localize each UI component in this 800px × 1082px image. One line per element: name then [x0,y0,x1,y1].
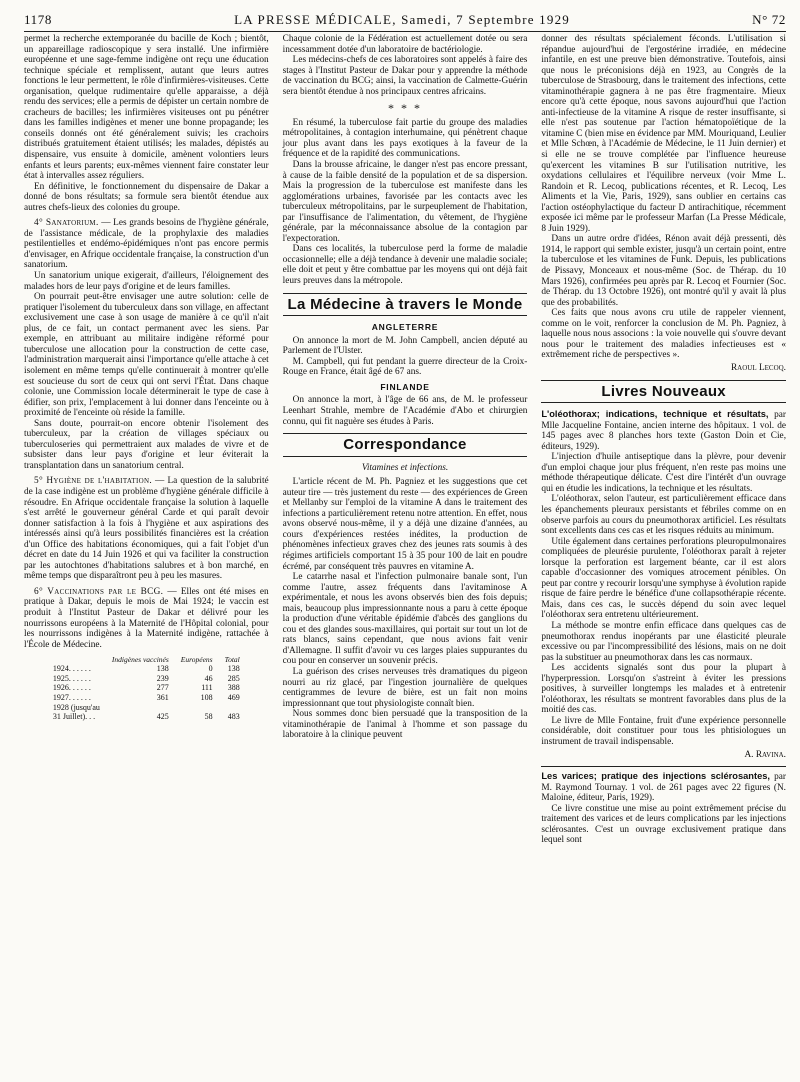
paragraph: Dans ces localités, la tuberculose perd la forme de maladie occasionnelle; elle a déjà tendance à devenir une maladie sociale; elle doit et peut y être combattue par les moyens qui ont déjà fait leurs preuves dans la métropole. [282,244,528,287]
table-row [47,683,246,693]
paragraph: Ce livre constitue une mise au point extrêmement précise du traitement des varices et de leurs complications par les injections sclérosantes. C'est un ouvrage exclusivement pratique dans lequel sont [541,803,786,846]
paragraph: En définitive, le fonctionnement du dispensaire de Dakar a donné de bons résultats; sa formule sera bientôt étendue aux autres chefs-lieux des colonies du groupe. [24,181,269,213]
column-3 [541,34,786,1070]
vaccination-table [47,656,246,722]
paragraph: Un sanatorium unique exigerait, d'ailleurs, l'éloignement des malades hors de leur pays d'origine et de leurs familles. [24,271,269,292]
paragraph: Dans un autre ordre d'idées, Rénon avait déjà pressenti, dès 1914, le rapport qui semble exister, jusqu'à un certain point, entre la tuberculose et les vitamines de Funk. Depuis, les publications de Pissavy, Monceaux et nous-même (Soc. de Thérap. du 10 Mars 1926), confirmées peu après par R. Lecoq et Fournier (Soc. de Thérap. du 13 Octobre 1926), ont montré qu'il y avait là plus que des probabilités. [541,234,786,308]
paragraph: Dans la brousse africaine, le danger n'est pas encore pressant, à cause de la faible densité de la population et de sa dispersion. Mais la progression de la tuberculose est manifeste dans les agglomérations urbaines, favorisée par les contacts avec les tuberculeux métropolitains, par le surpeuplement de l'habitation, par l'insuffisance de l'alimentation, du vêtement, de l'hygiène générale, par la méconnaissance absolue de la contagion par l'expectoration. [282,160,528,244]
paragraph: permet la recherche extemporanée du bacille de Koch ; bientôt, un appareillage radioscopique y sera installé. Une infirmière européenne et une sage-femme indigène ont reçu une éducation technique spéciale et remplissent, autant que leurs autres fonctions le leur permettent, le rôle d'infirmières-visiteuses. Cette organisation, quelque rudimentaire qu'elle apparaisse, a déjà rendu des services; elle a permis de dépister un certain nombre de cracheurs de bacilles; les infirmières visiteuses ont pu pénétrer dans les familles indigènes et mener une bonne propagande; les conseils donnés ont été généralement suivis; les crachoirs distribués gratuitement étaient utilisés; les malades, dépistés au dispensaire, vus ensuite à domicile, amènent volontiers leurs enfants et leurs parents; eux-mêmes viennent faire constater leur état à intervalles assez réguliers. [24,34,269,182]
paragraph: Chaque colonie de la Fédération est actuellement dotée ou sera incessamment dotée d'un laboratoire de bactériologie. [282,34,528,55]
table-cell: 1924. . . . . . [52,664,91,674]
section-title-medecine: La Médecine à travers le Monde [283,293,528,317]
author-signature: Raoul Lecoq. [730,362,786,373]
issue-number: N° 72 [752,12,786,27]
table-header: Européens [180,655,213,665]
table-cell: 1928 (jusqu'au [52,702,100,712]
section-title-correspondance: Correspondance [283,433,528,457]
paragraph: Les accidents signalés sont dus pour la plupart à l'hyperpression. Lorsqu'on s'astreint à éviter les pressions positives, à surveiller longtemps les malades et à entretenir l'oléothorax, les résultats se montrent favorables dans plus de la moitié des cas. [541,663,786,716]
table-cell: 31 Juillet). . . [52,712,96,722]
table-row [47,712,246,722]
table-cell: 1926. . . . . . [52,683,91,693]
table-cell: 1927. . . . . . [52,692,91,702]
section-label: 5° Hygiène de l'habitation. [34,476,152,487]
table-header-row [47,656,246,664]
paragraph: Nous sommes donc bien persuadé que la transposition de la vitaminothérapie de l'animal à l'homme et son passage du laboratoire à la clinique peuvent [282,709,528,741]
table-cell [106,703,175,713]
table-header: Total [224,655,240,665]
table-cell: 0 [208,664,213,674]
table-cell: 108 [200,692,213,702]
table-cell: 361 [156,692,169,702]
running-head [24,0,786,30]
book-reference: par M. Raymond Tournay. 1 vol. de 261 pages avec 22 figures (N. Maloine, éditeur, Paris, 1929). [541,772,786,804]
book-title: Les varices; pratique des injections sclérosantes, [541,771,770,782]
book-entry [541,771,786,804]
paragraph: Ces faits que nous avons cru utile de rappeler viennent, comme on le voit, renforcer la conclusion de M. Ph. Pagniez, à laquelle nous nous associons : la voie nouvelle qui s'ouvre devant nous pour le traitement des maladies infectieuses est « extrêmement riche de perspectives ». [541,308,786,361]
column-1 [24,34,269,1070]
book-title: L'oléothorax; indications, technique et résultats, [541,409,769,420]
paragraph: On annonce la mort, à l'âge de 66 ans, de M. le professeur Leenhart Strahle, membre de l'Académie d'Abo et chirurgien connu, qui fit naguère ses études à Paris. [282,395,528,427]
paragraph [24,218,269,271]
column-2 [283,34,528,1070]
paragraph: M. Campbell, qui fut pendant la guerre directeur de la Croix-Rouge en France, était âgé de 67 ans. [282,356,528,378]
author-signature: A. Ravina. [744,749,786,760]
journal-title: LA PRESSE MÉDICALE, Samedi, 7 Septembre 1929 [234,12,570,27]
table-cell: 1925. . . . . . [52,673,91,683]
article-subtitle: Vitamines et infections. [361,462,449,473]
paragraph: En résumé, la tuberculose fait partie du groupe des maladies métropolitaines, à contagion interhumaine, qui pénètrent chaque jour plus avant dans les pays exotiques à la faveur de la fréquence et de la rapidité des communications. [282,117,528,160]
table-row [47,693,246,703]
paragraph: Utile également dans certaines perforations pleuropulmonaires compliquées de pleurésie purulente, l'oléothorax paraît à rejeter lorsque la perforation est largement béante, car il est alors capable d'occasionner des vomiques atrocement pénibles. On peut par contre y recourir lorsqu'une symphyse à évolution rapide risque de faire perdre le bénéfice d'une collapsothérapie récente. Mais, dans ces cas, le succès dépend du soin avec lequel l'oléothorax sera entretenu ultérieurement. [541,536,786,621]
table-header [47,656,106,664]
table-cell [175,703,219,713]
paragraph: La guérison des crises nerveuses très dramatiques du pigeon nourri au riz glacé, par l'ingestion journalière de quelques centigrammes de levure de bière, est un fait non moins impressionnant que tout physiologiste connaît bien. [282,666,528,709]
section-title-livres: Livres Nouveaux [541,380,786,404]
columns [24,34,786,1070]
table-cell: 138 [156,664,169,674]
divider [541,766,786,767]
header-rule [24,31,786,32]
paragraph: Sans doute, pourrait-on encore obtenir l'isolement des tuberculeux, par la création de villages spéciaux ou tuberculoseries qui permettraient aux malades de vivre et de subsister dans leur pays d'origine et leur éviterait la transplantation dans un sanatorium central. [24,418,269,471]
book-reference: par Mlle Jacqueline Fontaine, ancien interne des hôpitaux. 1 vol. de 145 pages avec 8 planches hors texte (Gaston Doin et Cie, éditeurs, 1929). [541,410,786,452]
table-cell: 285 [227,673,240,683]
table-cell: 277 [156,683,169,693]
table-row [47,703,246,713]
section-label: 6° Vaccinations par le BCG. [34,586,164,597]
table-cell: 469 [227,692,240,702]
section-label: 4° Sanatorium. [34,218,99,229]
section-text: — La question de la salubrité de la case indigène est un problème d'hygiène générale difficile à résoudre. En Afrique occidentale française la solution à laquelle s'est arrêté le gouverneur général Carde et qui paraît devoir donner satisfaction à la fois à l'hygiène et aux aspirations des intéressés ainsi qu'à leurs possibilités financières est la création d'un Office des habitations économiques, qui a fait l'objet d'un décret en date du 14 Juin 1926 et qui va faciliter la construction par les autochtones d'habitations salubres et à bon marché, en même temps que disparaîtront peu à peu les masures. [24,476,269,582]
table-row [47,674,246,684]
paragraph: Le livre de Mlle Fontaine, fruit d'une expérience personnelle considérable, doit constituer pour tous les phtisiologues un instrument de travail indispensable. [541,715,786,747]
page-number: 1178 [24,12,52,27]
paragraph [24,587,269,650]
paragraph: Les médecins-chefs de ces laboratoires sont appelés à faire des stages à l'Institut Pasteur de Dakar pour y apprendre la méthode de vaccination du BCG; ainsi, la vaccination de Calmette-Guérin sera bientôt étendue à nos principaux centres africains. [282,55,528,97]
paragraph: L'oléothorax, selon l'auteur, est particulièrement efficace dans les épanchements pleuraux persistants et fébriles comme on en observe parfois au cours du pneumothorax artificiel. Les résultats sont excellents dans ces cas et les risques réduits au minimum. [541,494,786,537]
paragraph: On annonce la mort de M. John Campbell, ancien député au Parlement de l'Ulster. [282,335,528,357]
book-entry [541,409,786,452]
paragraph: Le catarrhe nasal et l'infection pulmonaire banale sont, l'un comme l'autre, assez fréquents dans l'avitaminose A expérimentale, et nous les avons observés bien des fois depuis; mais, beaucoup plus impressionnante nous a paru à cette époque la production d'une véritable épidémie d'abcès des ganglions du cou et des glandes sous-maxillaires, qui portait sur tout un lot de rats blancs, sains cependant, que nous avions fait venir d'Allemagne. Il suffit d'avoir vu ces larges plaies suppurantes du cou pour en conserver un souvenir précis. [282,572,528,667]
paragraph: L'article récent de M. Ph. Pagniez et les suggestions que cet auteur tire — très justement du reste — des expériences de Green et Mellanby sur l'emploi de la vitamine A dans le traitement des infections a particulièrement retenu notre attention. En effet, nous avons observé nous-même, il y a déjà une dizaine d'années, au cours d'expériences restées inédites, la production de phénomènes infectieux graves chez des jeunes rats soumis à des régimes artificiels comportant 15 à 35 pour 100 de lait en poudre écrémé, par conséquent très pauvres en vitamine A. [282,477,528,572]
table-cell: 239 [156,673,169,683]
table-cell: 46 [204,673,213,683]
table-row [47,664,246,674]
paragraph: donner des résultats spécialement féconds. L'utilisation si répandue aujourd'hui de l'ergostérine irradiée, en médecine infantile, en est une preuve bien démonstrative. Toutefois, ainsi que nous le préconisions déjà en 1923, au Congrès de la tuberculose de Strasbourg, dans le traitement des infections, cette vitaminothérapie gagnera à ne pas être fragmentaire. Mieux encore qu'à cette époque, nous savons aujourd'hui que l'action anti-infectieuse de la vitamine A risque de rester insuffisante, si elle n'est pas soutenue par l'action hématopoïétique de la vitamine C (bien mise en évidence par MM. Mouriquand, Leulier et Mlle Schœn, à l'Académie de Médecine, le 11 Juin dernier) et si elle ne se trouve complétée par l'influence heureuse qu'exercent les vitamines B sur l'utilisation nutritive, les oxydations cellulaires et l'équilibre nerveux (voir Mme L. Randoin et R. Lecoq, publications récentes, et R. Lecoq, Les Aliments et la Vie, Paris, 1929), sans oublier en certains cas l'action ostéophylactique du facteur D antirachitique, récemment exposée ici même par le professeur Marfan (La Presse Médicale, 8 Juin 1929). [541,34,786,234]
table-cell: 483 [227,712,240,722]
paragraph: On pourrait peut-être envisager une autre solution: celle de pratiquer l'isolement du tuberculeux dans son village, en affectant exclusivement une case à son usage de manière à ce qu'il n'ait plus, de ce fait, un contact permanent avec les siens. Par exemple, en attribuant au militaire indigène réformé pour tuberculose une allocation pour la construction de cette case, l'administration marquerait ainsi l'importance qu'elle attache à cet isolement en même temps qu'elle continuerait à montrer qu'elle est soucieuse du sort de ceux qui ont servi l'État. Dans chaque colonie, une Commission locale déterminerait le type de case à édifier, son prix, l'emplacement à lui donner dans l'enceinte ou à proximité de l'enceinte où réside la famille. [24,292,269,419]
paragraph: La méthode se montre enfin efficace dans quelques cas de pneumothorax rendus inopérants par une élasticité pleurale excessive ou par l'incompressibilité des lésions, mais on ne doit pas la substituer au pneumothorax dans les cas normaux. [541,620,786,663]
section-separator: * * * [388,101,422,116]
table-cell: 425 [156,712,169,722]
table-cell: 138 [227,664,240,674]
section-text: — Les grands besoins de l'hygiène générale, de l'assistance médicale, de la prophylaxie des maladies pestilentielles et endémo-épidémiques n'ont pas encore permis d'envisager, en Afrique occidentale française, la construction d'un sanatorium. [24,218,269,271]
table-cell: 111 [201,683,213,693]
table-cell: 388 [227,683,240,693]
paragraph [24,476,269,581]
table-cell [219,703,246,713]
country-heading: FINLANDE [380,381,430,392]
paragraph: L'injection d'huile antiseptique dans la plèvre, pour devenir d'un emploi chaque jour plus fréquent, n'en reste pas moins une méthode thérapeutique délicate. C'est dire l'intérêt d'un ouvrage qui en étudie les indications, la technique et les résultats. [541,452,786,494]
country-heading: ANGLETERRE [371,322,439,333]
table-header: Indigènes vaccinés [111,655,169,665]
table-cell: 58 [204,712,213,722]
section-text: — Elles ont été mises en pratique à Dakar, depuis le mois de Mai 1924; le vaccin est produit à l'Institut Pasteur de Dakar et délivré pour les nourrissons européens à la Maternité de l'Hôpital colonial, pour les nourrissons indigènes à la Maternité indigène, rattachée à l'École de Médecine. [24,586,269,650]
